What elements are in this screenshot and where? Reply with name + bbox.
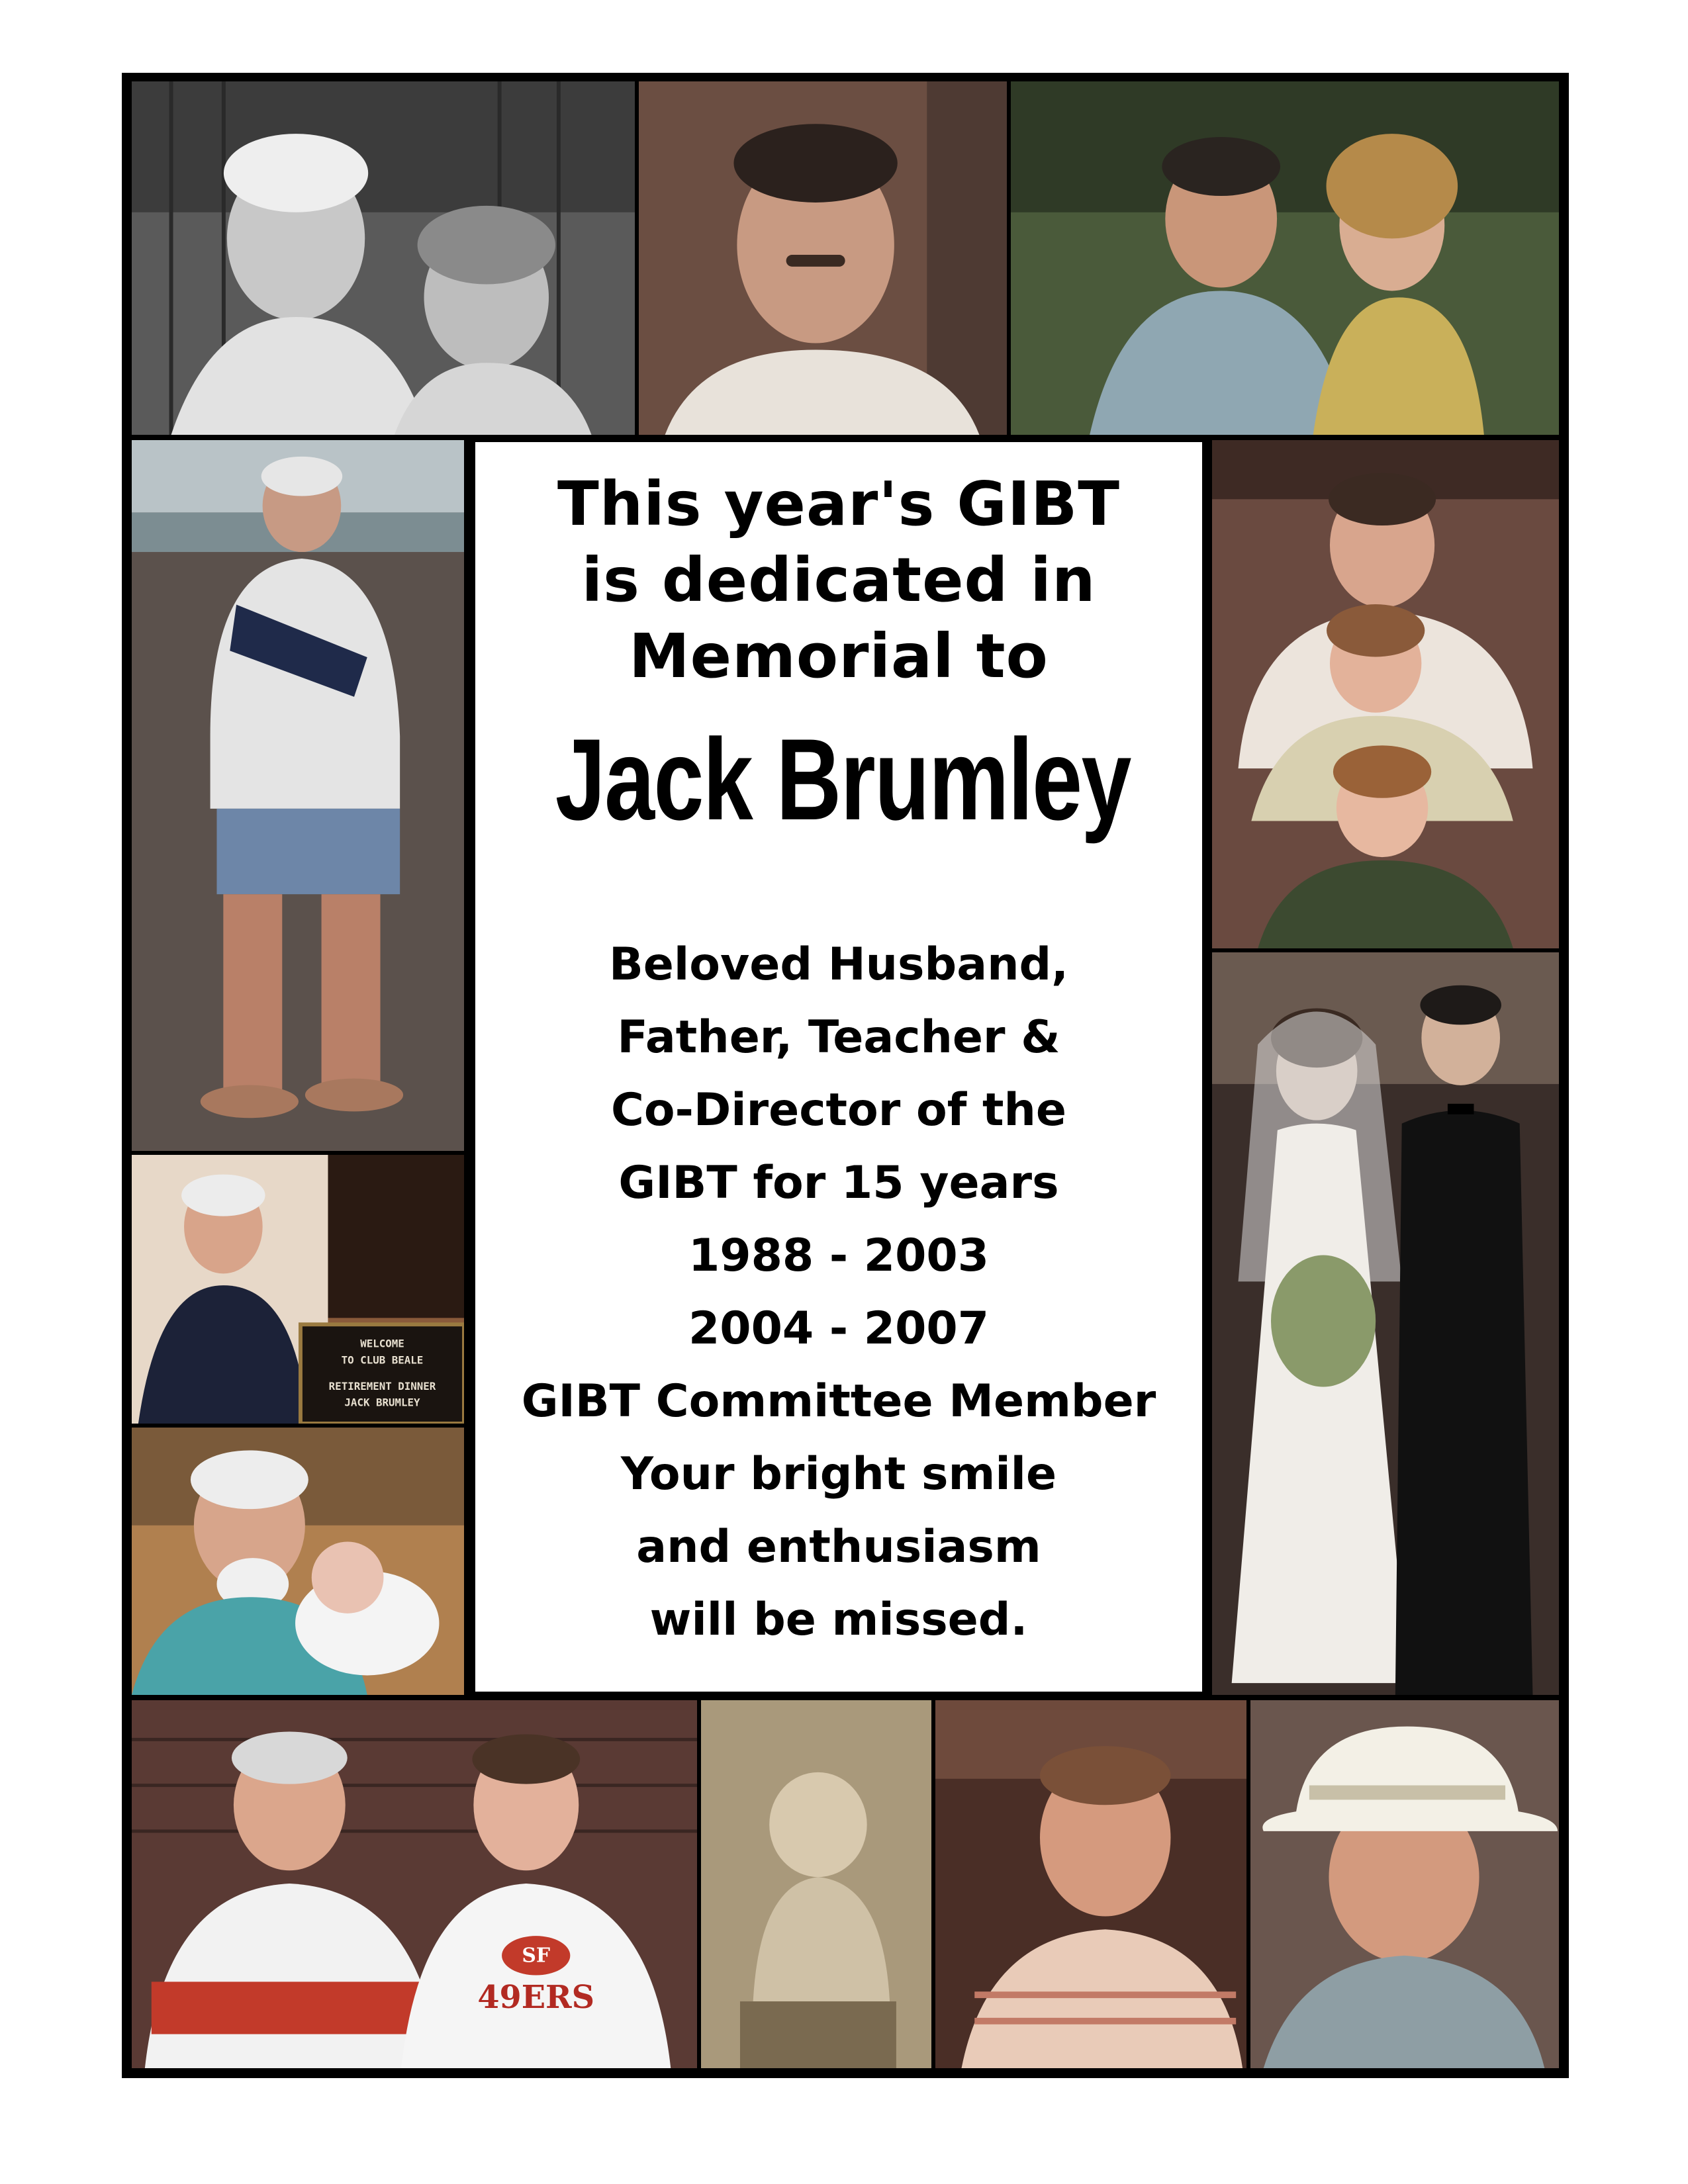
body-line-10: will be missed.: [649, 1594, 1028, 1646]
body-line-4: GIBT for 15 years: [618, 1157, 1059, 1209]
photo-wedding: [1210, 950, 1561, 1697]
photo-beach-standing: [130, 438, 466, 1153]
photo-young-man-portrait: [637, 79, 1009, 437]
photo-grandfather-with-baby: [130, 1426, 466, 1697]
jersey-text: 49ERS: [477, 1979, 595, 2016]
body-line-7: GIBT Committee Member: [521, 1375, 1156, 1428]
photo-couple-1970s-color: [1009, 79, 1561, 437]
body-line-1: Beloved Husband,: [608, 938, 1069, 991]
photo-man-white-hat: [1248, 1698, 1561, 2070]
body-line-5: 1988 - 2003: [688, 1230, 990, 1282]
heading-line-3: Memorial to: [629, 621, 1049, 692]
photo-baby-sepia: [699, 1698, 933, 2070]
photo-couple-black-white: [130, 79, 637, 437]
photo-retirement-dinner: [130, 1153, 466, 1426]
body-line-2: Father, Teacher &: [617, 1011, 1060, 1064]
photo-smiling-man-office: [933, 1698, 1248, 2070]
body-line-8: Your bright smile: [620, 1448, 1057, 1500]
jersey-logo-text: SF: [522, 1944, 551, 1968]
dedication-panel: [471, 438, 1206, 1696]
sign-line-2: TO CLUB BEALE: [341, 1353, 424, 1367]
body-line-6: 2004 - 2007: [688, 1302, 990, 1355]
honoree-name: Jack Brumley: [555, 715, 1131, 844]
sign-line-4: JACK BRUMLEY: [344, 1396, 420, 1409]
photo-father-son-49ers: [130, 1698, 699, 2070]
sign-line-3: RETIREMENT DINNER: [328, 1379, 436, 1392]
heading-line-2: is dedicated in: [581, 545, 1096, 615]
heading-line-1: This year's GIBT: [557, 469, 1120, 539]
body-line-3: Co-Director of the: [610, 1084, 1066, 1136]
photo-father-with-sons: [1210, 438, 1561, 950]
sign-line-1: WELCOME: [360, 1337, 404, 1350]
body-line-9: and enthusiasm: [636, 1521, 1041, 1573]
